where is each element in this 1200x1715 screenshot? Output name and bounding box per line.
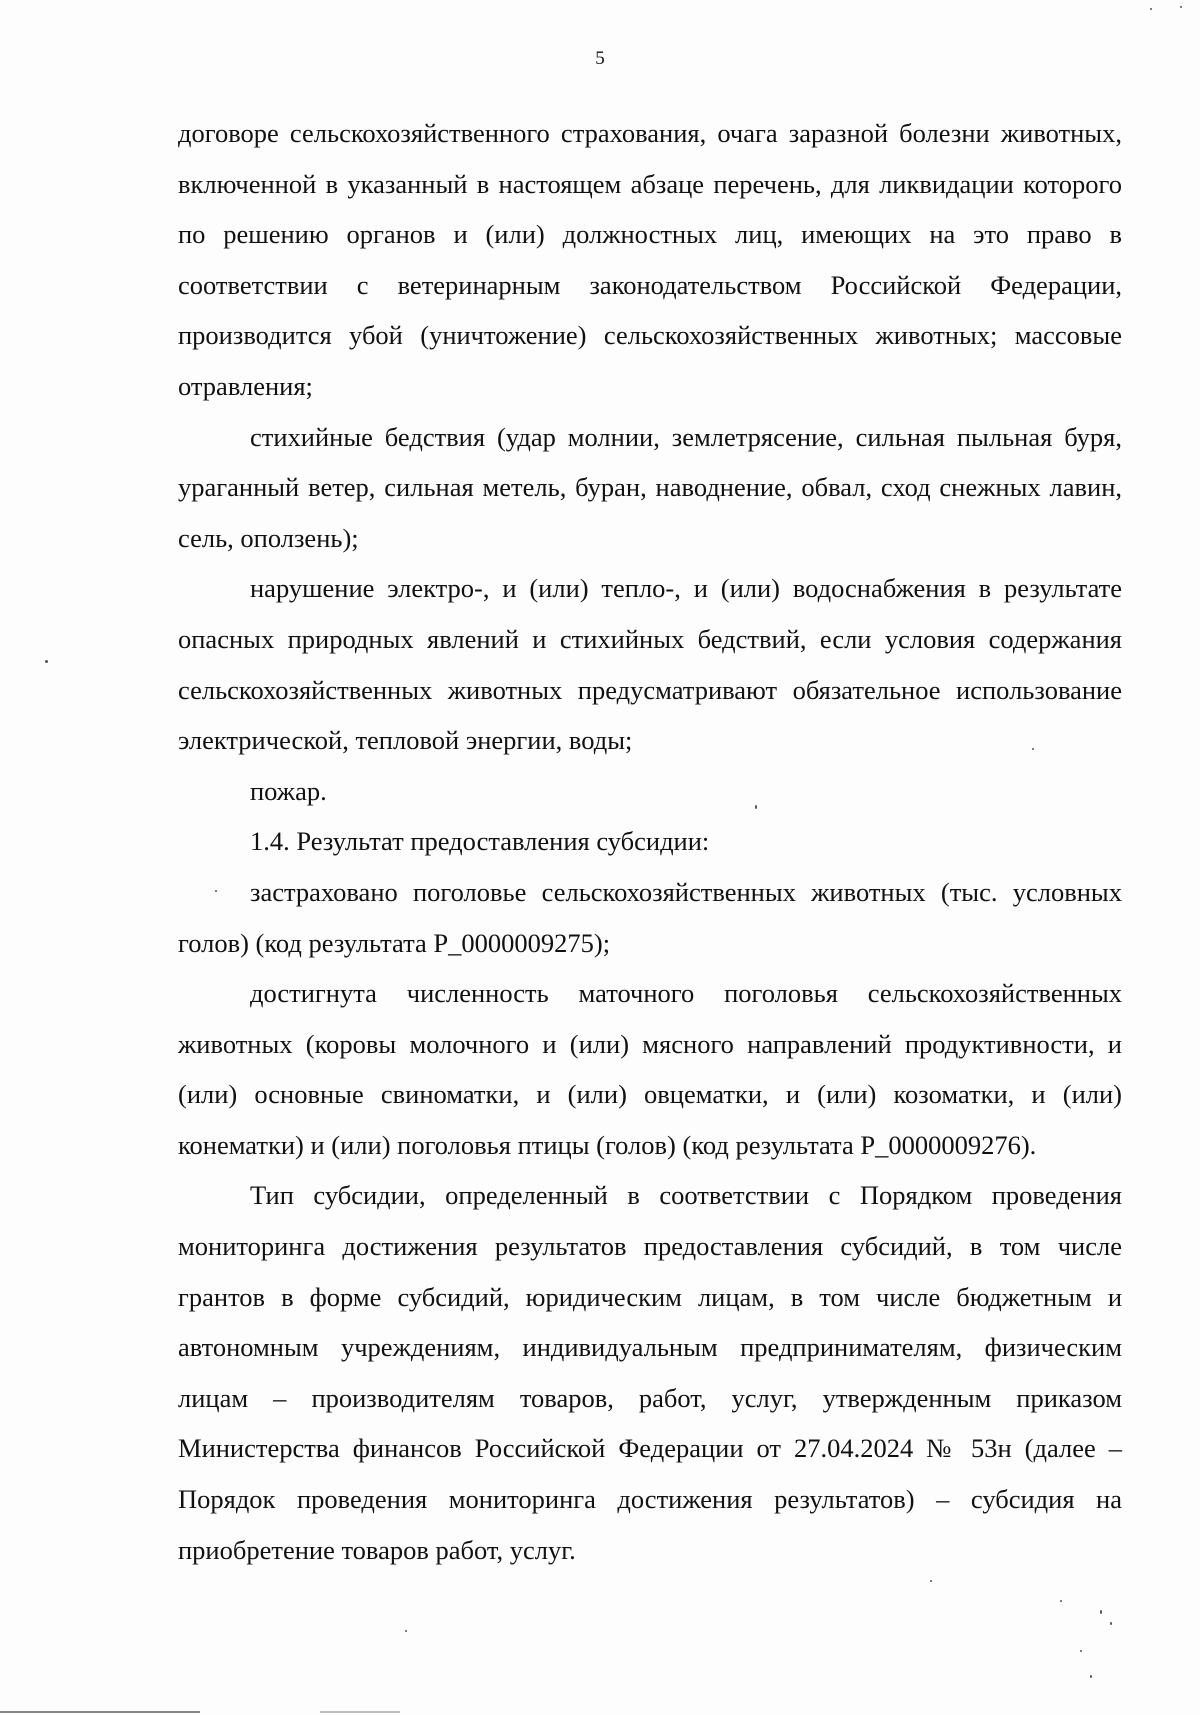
- scan-edge-line: [0, 1711, 200, 1713]
- paragraph-1: договоре сельскохозяйственного страхования, очага заразной болезни животных, включенной в указанный в настоящем абзаце перечень, для ликвидации которого по решению органов и (или) должностных лиц, имеющих на это право в соответствии с ветеринарным законодательством Российской Федерации, производится убой (уничтожение) сельскохозяйственных животных; массовые отравления;: [178, 118, 1122, 401]
- document-body: [178, 108, 1122, 1575]
- scan-speck: [755, 805, 757, 809]
- paragraph-5: застраховано поголовье сельскохозяйственных животных (тыс. условных голов) (код результата P_0000009275);: [178, 876, 1122, 958]
- scan-speck: [1060, 1600, 1062, 1602]
- scan-speck: [1100, 1610, 1102, 1614]
- page-number: 5: [595, 48, 605, 69]
- scan-speck: [930, 1580, 932, 1582]
- paragraph-6: достигнута численность маточного поголовья сельскохозяйственных животных (коровы молочного и (или) мясного направлений продуктивности, и (или) основные свиноматки, и (или) овцематки, и (или) козоматки, и (или) конематки) и (или) поголовья птицы (голов) (код результата P_0000009276).: [178, 978, 1122, 1160]
- scan-speck: [405, 1630, 407, 1632]
- paragraph-7: Тип субсидии, определенный в соответствии с Порядком проведения мониторинга достижения результатов предоставления субсидий, в том числе грантов в форме субсидий, юридическим лицам, в том числе бюджетным и автономным учреждениям, индивидуальным предпринимателям, физическим лицам – производителям товаров, работ, услуг, утвержденным приказом Министерства финансов Российской Федерации от 27.04.2024 № 53н (далее – Порядок проведения мониторинга достижения результатов) – субсидия на приобретение товаров работ, услуг.: [178, 1180, 1122, 1565]
- paragraph-3: нарушение электро-, и (или) тепло-, и (или) водоснабжения в результате опасных природных явлений и стихийных бедствий, если условия содержания сельскохозяйственных животных предусматривают обязательное использование электрической, тепловой энергии, воды;: [178, 573, 1122, 756]
- scan-speck: [1180, 6, 1182, 8]
- scan-speck: [1080, 1650, 1082, 1652]
- scan-speck: [45, 660, 48, 663]
- paragraph-2: стихийные бедствия (удар молнии, землетрясение, сильная пыльная буря, ураганный ветер, сильная метель, буран, наводнение, обвал, сход снежных лавин, сель, оползень);: [178, 421, 1122, 553]
- scan-speck: [1150, 8, 1152, 10]
- section-heading: 1.4. Результат предоставления субсидии:: [250, 826, 710, 857]
- scan-speck: [1032, 748, 1034, 750]
- scan-speck: [1090, 1675, 1092, 1678]
- scan-edge-line: [320, 1711, 400, 1713]
- paragraph-4: пожар.: [250, 775, 327, 806]
- scan-speck: [215, 890, 217, 892]
- scan-speck: [1110, 1622, 1112, 1625]
